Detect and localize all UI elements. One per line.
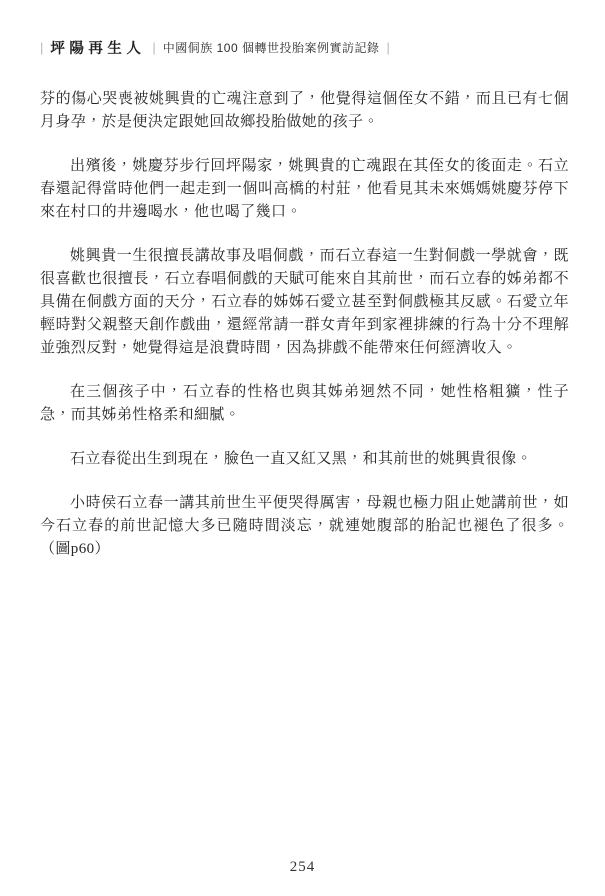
page-footer	[0, 858, 605, 876]
book-subtitle: 中國侗族 100 個轉世投胎案例實訪記錄	[162, 41, 380, 55]
paragraph: 出殯後，姚慶芬步行回坪陽家，姚興貴的亡魂跟在其侄女的後面走。石立春還記得當時他們一起走到一個叫高橋的村莊，他看見其未來媽媽姚慶芬停下來在村口的井邊喝水，他也喝了幾口。	[40, 158, 569, 220]
paragraph: 石立春從出生到現在，臉色一直又紅又黑，和其前世的姚興貴很像。	[70, 451, 533, 467]
paragraph: 芬的傷心哭喪被姚興貴的亡魂注意到了，他覺得這個侄女不錯，而且已有七個月身孕，於是便決定跟她回故鄉投胎做她的孩子。	[40, 91, 569, 130]
paragraph: 小時侯石立春一講其前世生平便哭得厲害，母親也極力阻止她講前世，如今石立春的前世記憶大多已隨時間淡忘，就連她腹部的胎記也褪色了很多。（圖p60）	[40, 495, 569, 557]
header-separator-right: |	[386, 40, 390, 55]
header-separator-left: |	[40, 40, 44, 55]
paragraph: 姚興貴一生很擅長講故事及唱侗戲，而石立春這一生對侗戲一學就會，既很喜歡也很擅長，石立春唱侗戲的天賦可能來自其前世，而石立春的姊弟都不具備在侗戲方面的天分，石立春的姊姊石愛立甚至對侗戲極其反感。石愛立年輕時對父親整天創作戲曲，還經常請一群女青年到家裡排練的行為十分不理解並強烈反對，她覺得這是浪費時間，因為排戲不能帶來任何經濟收入。	[40, 248, 569, 356]
running-header	[40, 37, 397, 58]
page-number: 254	[289, 859, 316, 875]
paragraph: 在三個孩子中，石立春的性格也與其姊弟迥然不同，她性格粗獷，性子急，而其姊弟性格柔和細膩。	[40, 384, 569, 423]
header-separator-middle: |	[152, 40, 156, 55]
body-text	[40, 88, 569, 582]
book-title: 坪陽再生人	[50, 41, 146, 57]
